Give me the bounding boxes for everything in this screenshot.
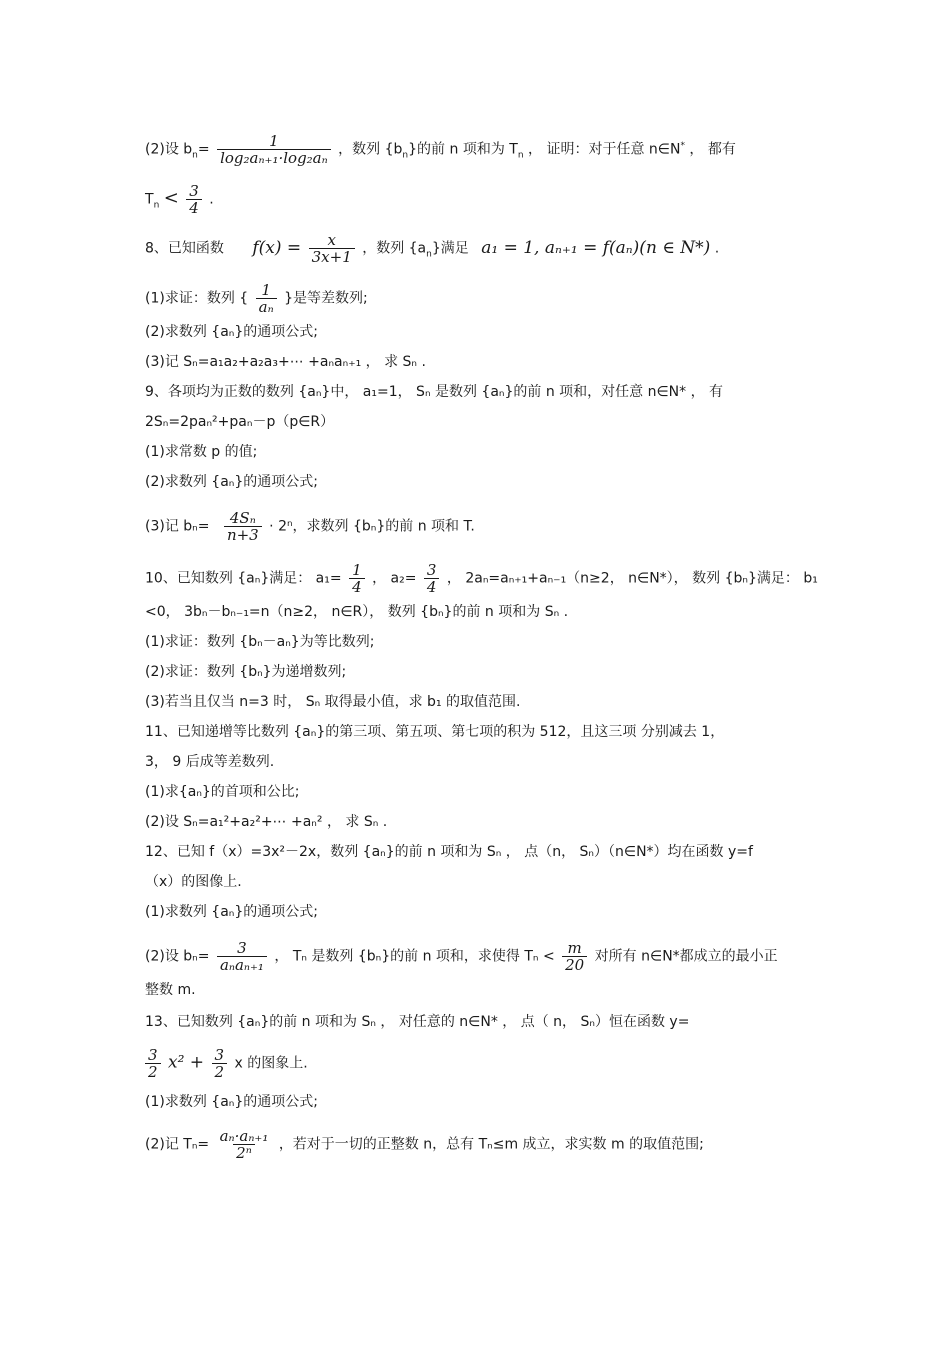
text: ， 证明：对于任意 n∈N [523,141,681,158]
denominator: 20 [562,956,587,973]
numerator: 3 [214,1046,225,1064]
q10-stem-cont: <0， 3bₙ－bₙ₋₁=n（n≥2， n∈R）， 数列 {bₙ}的前 n 项和为 Sₙ . [145,604,569,620]
q9-part3 [145,510,475,543]
denominator: 2ⁿ [233,1144,255,1161]
denominator: 2 [145,1063,161,1080]
fraction-1-over-log [217,133,331,166]
subscript: n [192,150,198,161]
fraction-3-4 [186,183,202,216]
fraction-x-over-3x1 [309,232,355,265]
fraction-3-2 [145,1047,161,1080]
denominator: 4 [424,578,440,595]
q10-part1: (1)求证：数列 {bₙ－aₙ}为等比数列; [145,634,375,650]
fraction-anan1-over-2n [217,1128,272,1161]
text: . [714,240,720,257]
q9-stem: 9、各项均为正数的数列 {aₙ}中， a₁=1， Sₙ 是数列 {aₙ}的前 n 项和，对任意 n∈N* ， 有 [145,384,724,400]
text: 10、已知数列 {aₙ}满足： a₁= [145,570,342,587]
q8-stem [145,232,719,265]
denominator: 4 [349,578,365,595]
fraction-3-over-anan1 [217,940,267,973]
denominator: n+3 [224,526,262,543]
text: ， Tₙ 是数列 {bₙ}的前 n 项和，求使得 Tₙ < [274,948,555,965]
q10-stem [145,562,818,595]
denominator: aₙaₙ₊₁ [217,956,267,973]
denominator: aₙ [256,298,277,315]
q11-part1: (1)求{aₙ}的首项和公比; [145,784,300,800]
q12-part2-cont: 整数 m. [145,982,196,998]
fraction-1-over-an [256,282,277,315]
denominator: log₂aₙ₊₁·log₂aₙ [217,149,331,166]
less-than: < [163,187,179,209]
text: }的前 n 项和为 T [408,141,518,158]
subscript: n [517,150,524,161]
q11-stem-cont: 3， 9 后成等差数列. [145,754,275,770]
q13-function [145,1047,308,1080]
fraction-3-4 [424,562,440,595]
q9-stem-cont: 2Sₙ=2paₙ²+paₙ－p（p∈R） [145,414,335,430]
function-def: f(x) = [252,237,302,258]
text: (1)求证：数列 { [145,290,249,307]
q12-part2 [145,940,778,973]
text: . [209,191,214,208]
text: }是等差数列; [284,290,368,307]
text: (2)记 Tₙ= [145,1136,210,1153]
superscript: * [680,140,685,151]
subscript: n [153,200,160,211]
numerator: x [327,231,336,249]
numerator: 4Sₙ [229,509,256,527]
q12-stem-cont: （x）的图像上. [145,874,242,890]
text: }满足 [431,240,469,257]
numerator: m [567,939,582,957]
text: (3)记 bₙ= [145,518,210,535]
text: ，若对于一切的正整数 n，总有 Tₙ≤m 成立，求实数 m 的取值范围; [278,1136,704,1153]
denominator: 3x+1 [309,248,355,265]
fraction-m-20 [562,940,587,973]
text: ，数列 {a [362,240,427,257]
q7-part2-conclusion [145,183,214,216]
q10-part3: (3)若当且仅当 n=3 时， Sₙ 取得最小值，求 b₁ 的取值范围. [145,694,521,710]
q11-part2: (2)设 Sₙ=a₁²+a₂²+⋯ +aₙ² ， 求 Sₙ . [145,814,388,830]
text: 对所有 n∈N*都成立的最小正 [594,948,778,965]
q8-part2: (2)求数列 {aₙ}的通项公式; [145,324,318,340]
text: T [145,191,154,208]
text: ， 2aₙ=aₙ₊₁+aₙ₋₁（n≥2， n∈N*）， 数列 {bₙ}满足： b₁ [446,570,818,587]
text: (2)设 bₙ= [145,948,210,965]
denominator: 2 [212,1063,228,1080]
q9-part1: (1)求常数 p 的值; [145,444,258,460]
q13-part1: (1)求数列 {aₙ}的通项公式; [145,1094,318,1110]
fraction-3-2 [212,1047,228,1080]
subscript: n [402,150,409,161]
q13-stem: 13、已知数列 {aₙ}的前 n 项和为 Sₙ ， 对任意的 n∈N* ， 点（ n， Sₙ）恒在函数 y= [145,1014,690,1030]
q8-part3: (3)记 Sₙ=a₁a₂+a₂a₃+⋯ +aₙaₙ₊₁ ， 求 Sₙ . [145,354,426,370]
q9-part2: (2)求数列 {aₙ}的通项公式; [145,474,318,490]
denominator: 4 [186,199,202,216]
numerator: 1 [269,132,279,150]
q8-part1 [145,282,368,315]
numerator: 3 [237,939,247,957]
text: · 2ⁿ，求数列 {bₙ}的前 n 项和 T. [269,518,475,535]
text: = [197,141,210,158]
fraction-1-4 [349,562,365,595]
recurrence: a₁ = 1, aₙ₊₁ = f(aₙ)(n ∈ N*) [481,237,711,258]
q10-part2: (2)求证：数列 {bₙ}为递增数列; [145,664,347,680]
q12-part1: (1)求数列 {aₙ}的通项公式; [145,904,318,920]
numerator: 1 [352,561,362,579]
text: ， a₂= [372,570,417,587]
numerator: 3 [189,182,199,200]
fraction-4sn-over-n3 [224,510,262,543]
numerator: aₙ·aₙ₊₁ [219,1127,269,1145]
text: (2)设 b [145,141,193,158]
text: ，数列 {b [338,141,403,158]
text: 8、已知函数 [145,240,224,257]
numerator: 3 [148,1046,158,1064]
q7-part2-line [145,133,736,166]
subscript: n [426,249,432,260]
q12-stem: 12、已知 f（x）=3x²－2x，数列 {aₙ}的前 n 项和为 Sₙ ， 点（n， Sₙ）（n∈N*）均在函数 y=f [145,844,753,860]
numerator: 3 [426,561,437,579]
numerator: 1 [261,281,271,299]
text: x 的图象上. [234,1055,308,1072]
q13-part2 [145,1128,704,1161]
text: ， 都有 [684,141,736,158]
term: x² + [168,1052,205,1073]
q11-stem: 11、已知递增等比数列 {aₙ}的第三项、第五项、第七项的积为 512，且这三项 分别减去 1， [145,724,725,740]
